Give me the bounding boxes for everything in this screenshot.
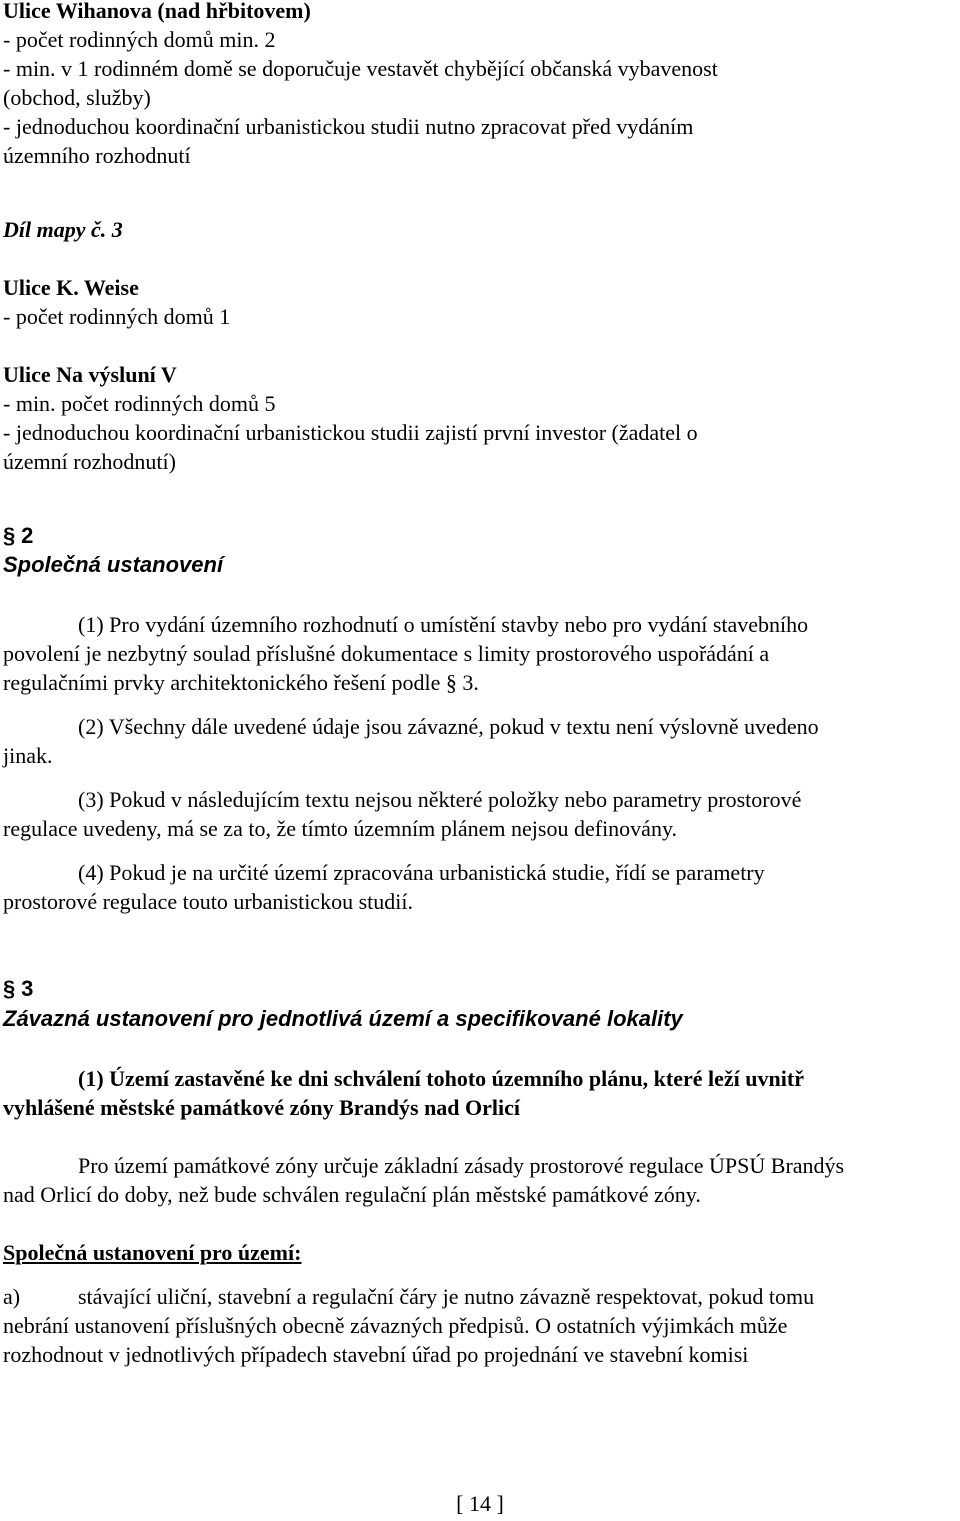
subsection-heading-line: vyhlášené městské památkové zóny Brandýs nad Orlicí	[3, 1095, 521, 1120]
street-heading-weise: Ulice K. Weise	[3, 275, 139, 300]
text-line: (obchod, služby)	[3, 85, 151, 110]
paragraph-3-line: (3) Pokud v následujícím textu nejsou některé položky nebo parametry prostorové	[78, 787, 802, 812]
paragraph-1-line: (1) Pro vydání územního rozhodnutí o umístění stavby nebo pro vydání stavebního	[78, 612, 809, 637]
section-2-title: Společná ustanovení	[3, 552, 224, 577]
paragraph-1-line: povolení je nezbytný soulad příslušné dokumentace s limity prostorového uspořádání a	[3, 641, 770, 666]
section-symbol: §	[3, 523, 16, 548]
section-number: 3	[21, 976, 34, 1001]
section-symbol: §	[445, 670, 457, 695]
section-number: 2	[21, 523, 34, 548]
section-2-number	[3, 523, 33, 549]
paragraph-2-line: jinak.	[3, 743, 53, 768]
map-part-heading: Díl mapy č. 3	[3, 217, 123, 242]
paragraph-3-line: regulace uvedeny, má se za to, že tímto územním plánem nejsou definovány.	[3, 816, 678, 841]
paragraph-line: nad Orlicí do doby, než bude schválen regulační plán městské památkové zóny.	[3, 1182, 701, 1207]
list-item-line: rozhodnout v jednotlivých případech stavební úřad po projednání ve stavební komisi	[3, 1342, 749, 1367]
section-3-number	[3, 976, 33, 1002]
section-symbol: §	[3, 976, 16, 1001]
paragraph-4-line: prostorové regulace touto urbanistickou studií.	[3, 889, 413, 914]
paragraph-1-text: regulačními prvky architektonického řešení podle	[3, 670, 441, 695]
paragraph-1-line	[3, 670, 479, 696]
text-line: územního rozhodnutí	[3, 143, 191, 168]
page-number: [ 14 ]	[456, 1491, 504, 1516]
list-item-label: a)	[3, 1284, 21, 1309]
section-3-title: Závazná ustanovení pro jednotlivá území a specifikované lokality	[3, 1006, 683, 1031]
section-reference: 3.	[462, 670, 479, 695]
paragraph-4-line: (4) Pokud je na určité území zpracována urbanistická studie, řídí se parametry	[78, 860, 765, 885]
list-item-line: nebrání ustanovení příslušných obecně závazných předpisů. O ostatních výjimkách může	[3, 1313, 788, 1338]
list-item-line: stávající uliční, stavební a regulační čáry je nutno závazně respektovat, pokud tomu	[78, 1284, 815, 1309]
street-heading-wihanova: Ulice Wihanova (nad hřbitovem)	[3, 0, 311, 23]
common-provisions-heading: Společná ustanovení pro území:	[3, 1240, 302, 1265]
street-heading-na-vysluni: Ulice Na výsluní V	[3, 362, 177, 387]
text-line: - min. počet rodinných domů 5	[3, 391, 276, 416]
text-line: - počet rodinných domů 1	[3, 304, 231, 329]
text-line: - počet rodinných domů min. 2	[3, 27, 276, 52]
paragraph-2-line: (2) Všechny dále uvedené údaje jsou závazné, pokud v textu není výslovně uvedeno	[78, 714, 819, 739]
text-line: - jednoduchou koordinační urbanistickou studii zajistí první investor (žadatel o	[3, 420, 698, 445]
paragraph-line: Pro území památkové zóny určuje základní zásady prostorové regulace ÚPSÚ Brandýs	[78, 1153, 845, 1178]
text-line: územní rozhodnutí)	[3, 449, 176, 474]
text-line: - jednoduchou koordinační urbanistickou studii nutno zpracovat před vydáním	[3, 114, 694, 139]
subsection-heading-line: (1) Území zastavěné ke dni schválení tohoto územního plánu, které leží uvnitř	[78, 1066, 804, 1091]
text-line: - min. v 1 rodinném domě se doporučuje vestavět chybějící občanská vybavenost	[3, 56, 718, 81]
